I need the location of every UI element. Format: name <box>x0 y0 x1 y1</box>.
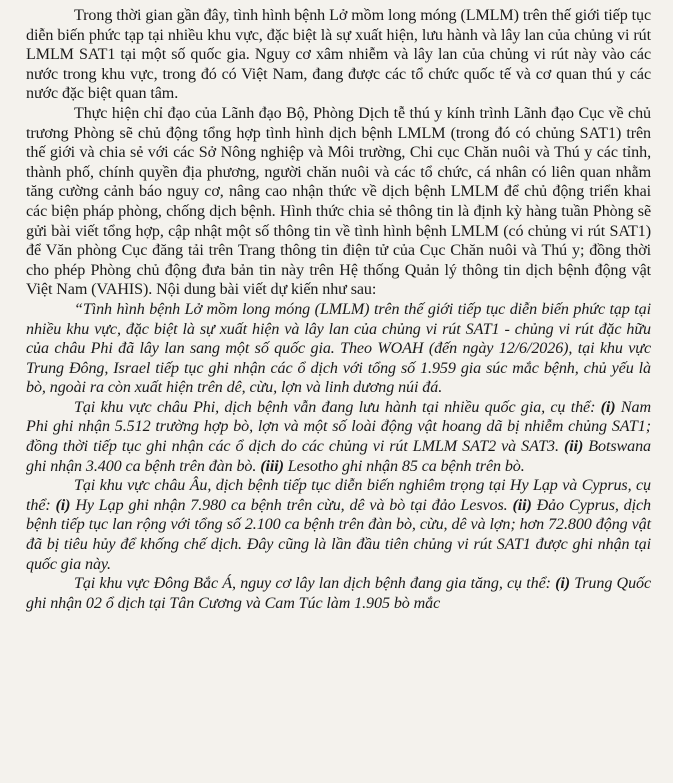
enumeration-marker: (i) <box>600 398 616 416</box>
text-segment: Nam Phi ghi nhận 5.512 trường hợp bò, lợn và một số loài động vật hoang dã bị nhiễm chủng SAT1; đồng thời tiếp tục ghi nhận các ổ dịch do các chủng vi rút LMLM SAT2 và SAT3. <box>26 398 651 456</box>
paragraph-intro: Trong thời gian gần đây, tình hình bệnh Lở mồm long móng (LMLM) trên thế giới tiếp tục diễn biến phức tạp tại nhiều khu vực, đặc biệt là sự xuất hiện, lưu hành và lây lan của chủng vi rút LMLM SAT1 tại một số quốc gia. Nguy cơ xâm nhiễm và lây lan của chủng vi rút này vào các nước trong khu vực, trong đó có Việt Nam, đang được các tổ chức quốc tế và cơ quan thú y các nước đặc biệt quan tâm. <box>26 7 651 103</box>
text-segment: Hy Lạp ghi nhận 7.980 ca bệnh trên cừu, dê và bò tại đảo Lesvos. <box>70 496 513 514</box>
enumeration-marker: (iii) <box>260 457 284 475</box>
text-segment: Trung Quốc ghi nhận 02 ổ dịch tại Tân Cương và Cam Túc làm 1.905 bò mắc <box>26 575 652 612</box>
enumeration-marker: (i) <box>55 496 71 514</box>
text-segment: Tại khu vực châu Âu, dịch bệnh tiếp tục diễn biến nghiêm trọng tại Hy Lạp và Cyprus, cụ thể: <box>26 477 651 514</box>
text-segment: Lesotho ghi nhận 85 ca bệnh trên bò. <box>283 457 525 475</box>
paragraph-europe <box>26 476 651 574</box>
enumeration-marker: (i) <box>555 575 571 593</box>
paragraph-quote-middle-east: “Tình hình bệnh Lở mồm long móng (LMLM) trên thế giới tiếp tục diễn biến phức tạp tại nhiều khu vực, đặc biệt là sự xuất hiện và lây lan của chủng vi rút SAT1 - chủng vi rút đặc hữu của châu Phi đã lây lan sang một số quốc gia. Theo WOAH (đến ngày 12/6/2026), tại khu vực Trung Đông, Israel tiếp tục ghi nhận các ổ dịch với tổng số 1.959 gia súc mắc bệnh, chủ yếu là bò, ngoài ra còn xuất hiện trên dê, cừu, lợn và linh dương núi đá. <box>26 300 651 397</box>
paragraph-africa <box>26 398 651 476</box>
enumeration-marker: (ii) <box>512 496 532 514</box>
text-segment: Botswana ghi nhận 3.400 ca bệnh trên đàn bò. <box>26 438 651 475</box>
paragraph-directive: Thực hiện chỉ đạo của Lãnh đạo Bộ, Phòng Dịch tễ thú y kính trình Lãnh đạo Cục về chủ trương Phòng sẽ chủ động tổng hợp tình hình dịch bệnh LMLM (trong đó có chủng SAT1) trên thế giới và chia sẻ với các Sở Nông nghiệp và Môi trường, Chi cục Chăn nuôi và Thú y các tỉnh, thành phố, chính quyền địa phương, người chăn nuôi và các tổ chức, cá nhân có liên quan nhằm tăng cường cảnh báo nguy cơ, nâng cao nhận thức về dịch bệnh LMLM để chủ động triển khai các biện pháp phòng, chống dịch bệnh. Hình thức chia sẻ thông tin là định kỳ hàng tuần Phòng sẽ gửi bài viết tổng hợp, cập nhật một số thông tin về tình hình bệnh LMLM (có chủng vi rút SAT1) để Văn phòng Cục đăng tải trên Trang thông tin điện tử của Cục Chăn nuôi và Thú y; đồng thời cho phép Phòng chủ động đưa bản tin này trên Hệ thống Quản lý thông tin dịch bệnh động vật Việt Nam (VAHIS). Nội dung bài viết dự kiến như sau: <box>26 104 651 299</box>
text-segment: Tại khu vực Đông Bắc Á, nguy cơ lây lan dịch bệnh đang gia tăng, cụ thể: <box>74 575 556 593</box>
text-segment: Đảo Cyprus, dịch bệnh tiếp tục lan rộng với tổng số 2.100 ca bệnh trên đàn bò, cừu, dê và lợn; hơn 72.800 động vật đã bị tiêu hủy để khống chế dịch. Đây cũng là lần đầu tiên chủng vi rút SAT1 được ghi nhận tại quốc gia này. <box>26 496 651 573</box>
paragraph-northeast-asia <box>26 574 651 613</box>
text-segment: Tại khu vực châu Phi, dịch bệnh vẫn đang lưu hành tại nhiều quốc gia, cụ thể: <box>74 398 601 416</box>
enumeration-marker: (ii) <box>563 438 584 456</box>
